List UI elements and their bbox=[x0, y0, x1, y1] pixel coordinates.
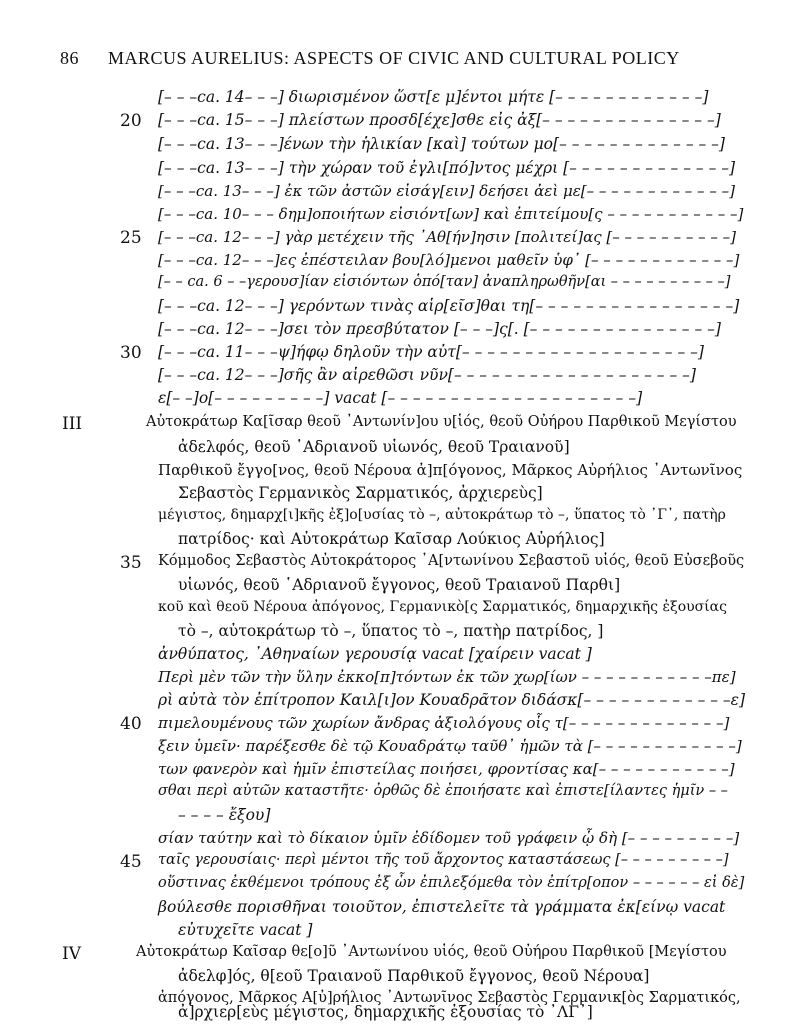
line-text: [– – –ca. 13– – –] ἐκ τῶν ἀστῶν εἰσάγ[ειν] δεήσει ἀεὶ με[– – – – – – – – – – – –] bbox=[158, 182, 735, 200]
line-text: κοῦ καὶ θεοῦ Νέρουα ἀπόγονος, Γερμανικὸ[ς Σαρματικός, δημαρχικῆς ἐξουσίας bbox=[158, 599, 727, 615]
inscription-line bbox=[0, 553, 787, 574]
line-text: [– – –ca. 14– – –] διωρισμένον ὥστ[ε μ]έντοι μήτε [– – – – – – – – – – – –] bbox=[158, 88, 709, 106]
inscription-line bbox=[0, 111, 787, 132]
inscription-line bbox=[0, 297, 787, 318]
inscription-line bbox=[0, 484, 787, 505]
inscription-line bbox=[0, 852, 787, 873]
inscription-line bbox=[0, 921, 787, 942]
inscription-line bbox=[0, 806, 787, 827]
line-text: Αὐτοκράτωρ Καῖσαρ θε[ο]ῦ ᾿Αντωνίνου υἱός, θεοῦ Οὐήρου Παρθικοῦ [Μεγίστου bbox=[136, 944, 727, 960]
inscription-line bbox=[0, 783, 787, 804]
line-text: [– – ca. 6 – –γερουσ]ίαν εἰσιόντων ὁπό[ταν] ἀναπληρωθῆν[αι – – – – – – – – – –] bbox=[158, 274, 731, 290]
inscription-line bbox=[0, 507, 787, 528]
line-text: [– – –ca. 13– – –]ένων τὴν ἡλικίαν [καὶ] τούτων μο[– – – – – – – – – – – – –] bbox=[158, 135, 725, 153]
line-text: – – – – ἔξου] bbox=[178, 806, 271, 824]
line-number: 35 bbox=[120, 553, 142, 573]
inscription-line bbox=[0, 714, 787, 735]
line-text: ἀδελφός, θεοῦ ῾Αδριανοῦ υἱωνός, θεοῦ Τραιανοῦ] bbox=[178, 438, 570, 456]
line-text: [– – –ca. 10– – – δημ]οποιήτων εἰσιόντ[ων] καὶ ἐπιτείμου[ς – – – – – – – – – – –] bbox=[158, 205, 744, 223]
line-text: [– – –ca. 15– – –] πλείστων προσδ[έχε]σθε εἰς ἀξ[– – – – – – – – – – – – – –] bbox=[158, 111, 721, 129]
line-text: Σεβαστὸς Γερμανικὸς Σαρματικός, ἀρχιερεὺς] bbox=[178, 484, 543, 502]
inscription-line bbox=[0, 875, 787, 896]
line-text: των φανερὸν καὶ ἡμῖν ἐπιστείλας ποιήσει, φροντίσας κα[– – – – – – – – – – –] bbox=[158, 760, 735, 778]
line-text: [– – –ca. 12– – –]σῆς ἂν αἱρεθῶσι νῦν[– – – – – – – – – – – – – – – – – – –] bbox=[158, 366, 696, 384]
line-text: [– – –ca. 12– – –]ες ἐπέστειλαν βου[λό]μενοι μαθεῖν ὑφ᾿ [– – – – – – – – – – – –] bbox=[158, 251, 740, 269]
line-text: ἀδελφ]ός, θ[εοῦ Τραιανοῦ Παρθικοῦ ἔγγονος, θεοῦ Νέρουα] bbox=[178, 967, 650, 985]
line-number: 30 bbox=[120, 343, 142, 363]
line-number: 25 bbox=[120, 228, 142, 248]
line-text: ταῖς γερουσίαις· περὶ μέντοι τῆς τοῦ ἄρχοντος καταστάσεως [– – – – – – – – –] bbox=[158, 852, 729, 868]
line-text: σίαν ταύτην καὶ τὸ δίκαιον ὑμῖν ἐδίδομεν τοῦ γράφειν ᾧ δὴ [– – – – – – – – –] bbox=[158, 829, 740, 847]
inscription-line bbox=[0, 898, 787, 919]
line-text: πιμελουμένους τῶν χωρίων ἄνδρας ἀξιολόγους οἷς τ[– – – – – – – – – – – – –] bbox=[158, 714, 730, 732]
inscription-line bbox=[0, 414, 787, 435]
line-text: ἀνθύπατος, ᾿Αθηναίων γερουσίᾳ vacat [χαίρειν vacat ] bbox=[158, 645, 592, 663]
section-number: III bbox=[62, 414, 83, 434]
line-number: 40 bbox=[120, 714, 142, 734]
inscription-line bbox=[0, 944, 787, 965]
line-text: ε[– –]ο[– – – – – – – – –] vacat [– – – – – – – – – – – – – – – – – – – –] bbox=[158, 389, 643, 407]
inscription-line bbox=[0, 599, 787, 620]
inscription-line bbox=[0, 691, 787, 712]
inscription-line bbox=[0, 622, 787, 643]
inscription-line bbox=[0, 228, 787, 249]
line-text: Κόμμοδος Σεβαστὸς Αὐτοκράτορος ᾿Α[ντωνίνου Σεβαστοῦ υἱός, θεοῦ Εὐσεβοῦς bbox=[158, 553, 745, 569]
line-text: [– – –ca. 13– – –] τὴν χώραν τοῦ ἐγλι[πό]ντος μέχρι [– – – – – – – – – – – – –] bbox=[158, 159, 736, 177]
inscription-line bbox=[0, 274, 787, 295]
inscription-line bbox=[0, 737, 787, 758]
inscription-line bbox=[0, 251, 787, 272]
page-number: 86 bbox=[60, 48, 79, 68]
line-number: 45 bbox=[120, 852, 142, 872]
running-header bbox=[60, 48, 740, 69]
line-number: 20 bbox=[120, 111, 142, 131]
inscription-line bbox=[0, 1003, 787, 1024]
line-text: [– – –ca. 12– – –]σει τὸν πρεσβύτατον [– – –]ς[. [– – – – – – – – – – – – – – –] bbox=[158, 320, 721, 338]
inscription-line bbox=[0, 320, 787, 341]
line-text: ξειν ὑμεῖν· παρέξεσθε δὲ τῷ Κουαδράτῳ ταῦθ᾿ ἡμῶν τὰ [– – – – – – – – – – – –] bbox=[158, 737, 742, 755]
line-text: ἀ]ρχιερ[εὺς μέγιστος, δημαρχικῆς ἐξουσίας τὸ ᾿ΛΓ᾿] bbox=[178, 1003, 593, 1021]
inscription-line bbox=[0, 389, 787, 410]
inscription-line bbox=[0, 205, 787, 226]
inscription-line bbox=[0, 829, 787, 850]
line-text: Παρθικοῦ ἔγγο[νος, θεοῦ Νέρουα ἀ]π[όγονος, Μᾶρκος Αὐρήλιος ᾿Αντωνῖνος bbox=[158, 461, 743, 479]
line-text: Αὐτοκράτωρ Κα[ῖσαρ θεοῦ ᾿Αντωνίν]ου υ[ἱός, θεοῦ Οὐήρου Παρθικοῦ Μεγίστου bbox=[146, 414, 737, 430]
line-text: [– – –ca. 12– – –] γερόντων τινὰς αἱρ[εῖσ]θαι τη[– – – – – – – – – – – – – – – –] bbox=[158, 297, 740, 315]
inscription-line bbox=[0, 366, 787, 387]
inscription-line bbox=[0, 135, 787, 156]
inscription-line bbox=[0, 343, 787, 364]
inscription-line bbox=[0, 159, 787, 180]
inscription-line bbox=[0, 438, 787, 459]
inscription-line bbox=[0, 576, 787, 597]
line-text: μέγιστος, δημαρχ[ι]κῆς ἐξ]ο[υσίας τὸ –, αὐτοκράτωρ τὸ –, ὕπατος τὸ ᾿Γ᾿, πατὴρ bbox=[158, 507, 726, 523]
inscription-line bbox=[0, 645, 787, 666]
line-text: [– – –ca. 11– – –ψ]ήφῳ δηλοῦν τὴν αὐτ[– – – – – – – – – – – – – – – – – – –] bbox=[158, 343, 704, 361]
inscription-line bbox=[0, 967, 787, 988]
line-text: σθαι περὶ αὐτῶν καταστῆτε· ὀρθῶς δὲ ἐποιήσατε καὶ ἐπιστε[ίλαντες ἡμῖν – – bbox=[158, 783, 728, 799]
line-text: [– – –ca. 12– – –] γὰρ μετέχειν τῆς ᾿Αθ[ήν]ησιν [πολιτεί]ας [– – – – – – – – – –] bbox=[158, 228, 736, 246]
line-text: βούλεσθε πορισθῆναι τοιοῦτον, ἐπιστελεῖτε τὰ γράμματα ἐκ[είνῳ vacat bbox=[158, 898, 726, 916]
inscription-line bbox=[0, 182, 787, 203]
inscription-line bbox=[0, 88, 787, 109]
line-text: υἱωνός, θεοῦ ῾Αδριανοῦ ἔγγονος, θεοῦ Τραιανοῦ Παρθι] bbox=[178, 576, 621, 594]
running-title: MARCUS AURELIUS: ASPECTS OF CIVIC AND CULTURAL POLICY bbox=[108, 48, 680, 68]
line-text: ρὶ αὐτὰ τὸν ἐπίτροπον Καιλ[ι]ον Κουαδρᾶτον διδάσκ[– – – – – – – – – – – –ε] bbox=[158, 691, 746, 709]
inscription-line bbox=[0, 530, 787, 551]
inscription-line bbox=[0, 461, 787, 482]
inscription-line bbox=[0, 760, 787, 781]
line-text: ἀπόγονος, Μᾶρκος Α[ὐ]ρήλιος ᾿Αντωνῖνος Σεβαστὸς Γερμανικ[ὸς Σαρματικός, bbox=[158, 990, 741, 1006]
line-text: τὸ –, αὐτοκράτωρ τὸ –, ὕπατος τὸ –, πατὴρ πατρίδος, ] bbox=[178, 622, 604, 640]
line-text: εὐτυχεῖτε vacat ] bbox=[178, 921, 313, 939]
line-text: πατρίδος· καὶ Αὐτοκράτωρ Καῖσαρ Λούκιος Αὐρήλιος] bbox=[178, 530, 605, 548]
section-number: IV bbox=[62, 944, 81, 964]
line-text: Περὶ μὲν τῶν τὴν ὕλην ἐκκο[π]τόντων ἐκ τῶν χωρ[ίων – – – – – – – – – – –πε] bbox=[158, 668, 736, 686]
line-text: οὕστινας ἐκθέμενοι τρόπους ἐξ ὧν ἐπιλεξόμεθα τὸν ἐπίτρ[οπον – – – – – – εἰ δὲ] bbox=[158, 875, 745, 891]
inscription-line bbox=[0, 668, 787, 689]
